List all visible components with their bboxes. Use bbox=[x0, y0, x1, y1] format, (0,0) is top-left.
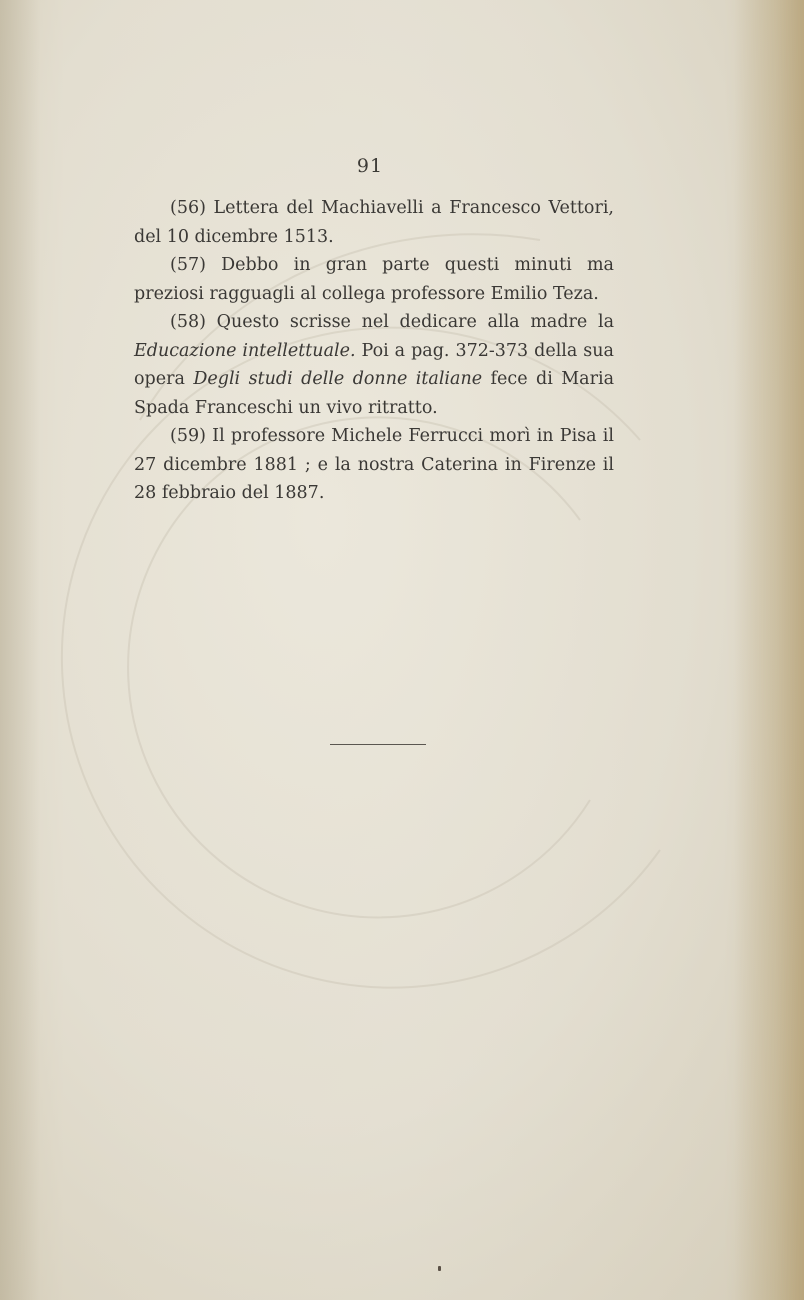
footnote-56-text: (56) Lettera del Machiavelli a Francesco Vettori, del 10 dicembre 1513. bbox=[134, 198, 614, 247]
footnote-56 bbox=[134, 194, 614, 251]
page-edge-shadow-left bbox=[0, 0, 40, 1300]
footnote-58 bbox=[134, 308, 614, 422]
footnote-59 bbox=[134, 422, 614, 508]
footnote-58-text-3: fece di Maria Spada Franceschi un vivo ritratto. bbox=[134, 369, 615, 418]
footnote-57 bbox=[134, 251, 614, 308]
page-number: 91 bbox=[356, 155, 384, 177]
ink-speck bbox=[438, 1266, 441, 1271]
footnote-58-text-2: Poi a pag. 372-373 della sua opera bbox=[134, 340, 614, 389]
footnote-57-text: (57) Debbo in gran parte questi minuti ma preziosi ragguagli al collega professore Emilio Teza. bbox=[134, 255, 614, 304]
end-rule bbox=[330, 744, 426, 745]
footnote-58-title-educazione: Educazione intellettuale. bbox=[134, 340, 356, 361]
page-edge-shadow-right bbox=[734, 0, 804, 1300]
footnotes bbox=[134, 194, 614, 508]
footnote-58-title-degli-studi: Degli studi delle donne italiane bbox=[193, 369, 483, 389]
footnote-59-text: (59) Il professore Michele Ferrucci morì in Pisa il 27 dicembre 1881 ; e la nostra Caterina in Firenze il 28 febbraio del 1887. bbox=[134, 426, 614, 503]
footnote-58-text-1: (58) Questo scrisse nel dedicare alla madre la bbox=[170, 312, 614, 332]
